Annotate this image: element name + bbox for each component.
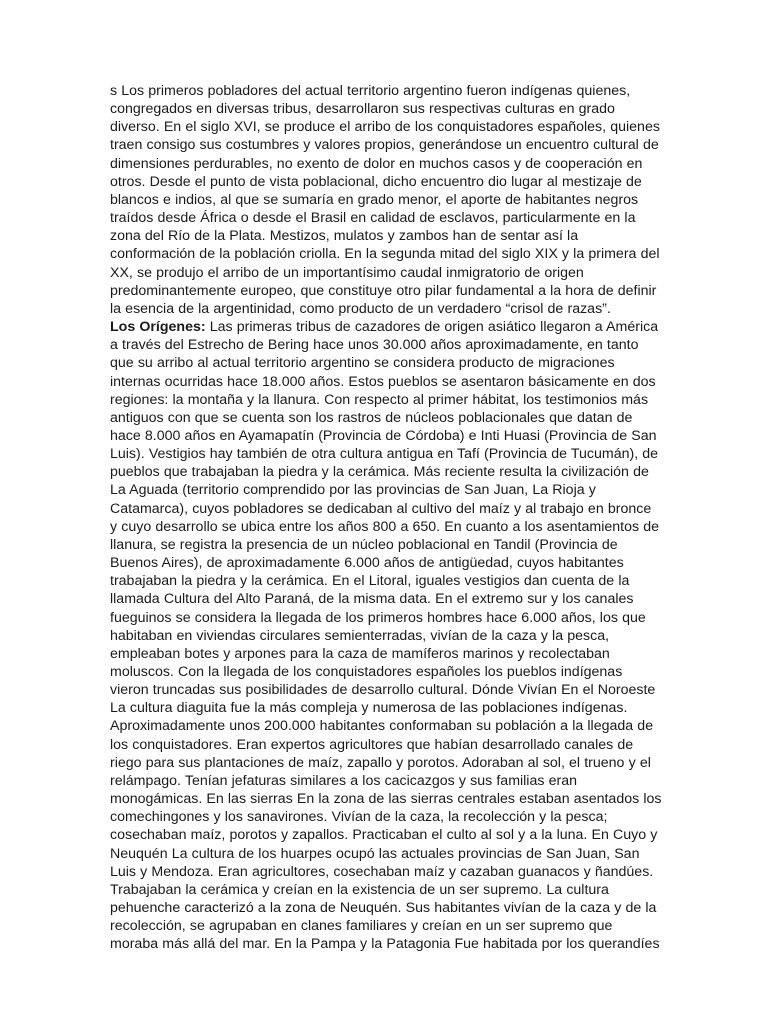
intro-paragraph: s Los primeros pobladores del actual territorio argentino fueron indígenas quienes, congregados en diversas tribus, desarrollaron sus respectivas culturas en grado diverso. En el siglo XVI, se produce el arribo de los conquistadores españoles, quienes traen consigo sus costumbres y valores propios, generándose un encuentro cultural de dimensiones perdurables, no exento de dolor en muchos casos y de cooperación en otros. Desde el punto de vista poblacional, dicho encuentro dio lugar al mestizaje de blancos e indios, al que se sumaría en grado menor, el aporte de habitantes negros traídos desde África o desde el Brasil en calidad de esclavos, particularmente en la zona del Río de la Plata. Mestizos, mulatos y zambos han de sentar así la conformación de la población criolla. En la segunda mitad del siglo XIX y la primera del XX, se produjo el arribo de un importantísimo caudal inmigratorio de origen predominantemente europeo, que constituye otro pilar fundamental a la hora de definir la esencia de la argentinidad, como producto de un verdadero “crisol de razas”. (110, 83, 660, 317)
document-page (110, 82, 662, 954)
section-body: Las primeras tribus de cazadores de origen asiático llegaron a América a través del Estrecho de Bering hace unos 30.000 años aproximadamente, en tanto que su arribo al actual territorio argentino se considera producto de migraciones internas ocurridas hace 18.000 años. Estos pueblos se asentaron básicamente en dos regiones: la montaña y la llanura. Con respecto al primer hábitat, los testimonios más antiguos con que se cuenta son los rastros de núcleos poblacionales que datan de hace 8.000 años en Ayamapatín (Provincia de Córdoba) e Inti Huasi (Provincia de San Luis). Vestigios hay también de otra cultura antigua en Tafí (Provincia de Tucumán), de pueblos que trabajaban la piedra y la cerámica. Más reciente resulta la civilización de La Aguada (territorio comprendido por las provincias de San Juan, La Rioja y Catamarca), cuyos pobladores se dedicaban al cultivo del maíz y al trabajo en bronce y cuyo desarrollo se ubica entre los años 800 a 650. En cuanto a los asentamientos de llanura, se registra la presencia de un núcleo poblacional en Tandil (Provincia de Buenos Aires), de aproximadamente 6.000 años de antigüedad, cuyos habitantes trabajaban la piedra y la cerámica. En el Litoral, iguales vestigios dan cuenta de la llamada Cultura del Alto Paraná, de la misma data. En el extremo sur y los canales fueguinos se considera la llegada de los primeros hombres hace 6.000 años, los que habitaban en viviendas circulares semienterradas, vivían de la caza y la pesca, empleaban botes y arpones para la caza de mamíferos marinos y recolectaban moluscos. Con la llegada de los conquistadores españoles los pueblos indígenas vieron truncadas sus posibilidades de desarrollo cultural. Dónde Vivían En el Noroeste La cultura diaguita fue la más compleja y numerosa de las poblaciones indígenas. Aproximadamente unos 200.000 habitantes conformaban su población a la llegada de los conquistadores. Eran expertos agricultores que habían desarrollado canales de riego para sus plantaciones de maíz, zapallo y porotos. Adoraban al sol, el trueno y el relámpago. Tenían jefaturas similares a los cacicazgos y sus familias eran monogámicas. En las sierras En la zona de las sierras centrales estaban asentados los comechingones y los sanavirones. Vivían de la caza, la recolección y la pesca; cosechaban maíz, porotos y zapallos. Practicaban el culto al sol y a la luna. En Cuyo y Neuquén La cultura de los huarpes ocupó las actuales provincias de San Juan, San Luis y Mendoza. Eran agricultores, cosechaban maíz y cazaban guanacos y ñandúes. Trabajaban la cerámica y creían en la existencia de un ser supremo. La cultura pehuenche caracterizó a la zona de Neuquén. Sus habitantes vivían de la caza y de la recolección, se agrupaban en clanes familiares y creían en un ser supremo que moraba más allá del mar. En la Pampa y la Patagonia Fue habitada por los querandíes (110, 319, 662, 953)
section-heading: Los Orígenes: (110, 319, 206, 336)
origins-paragraph (110, 318, 662, 953)
